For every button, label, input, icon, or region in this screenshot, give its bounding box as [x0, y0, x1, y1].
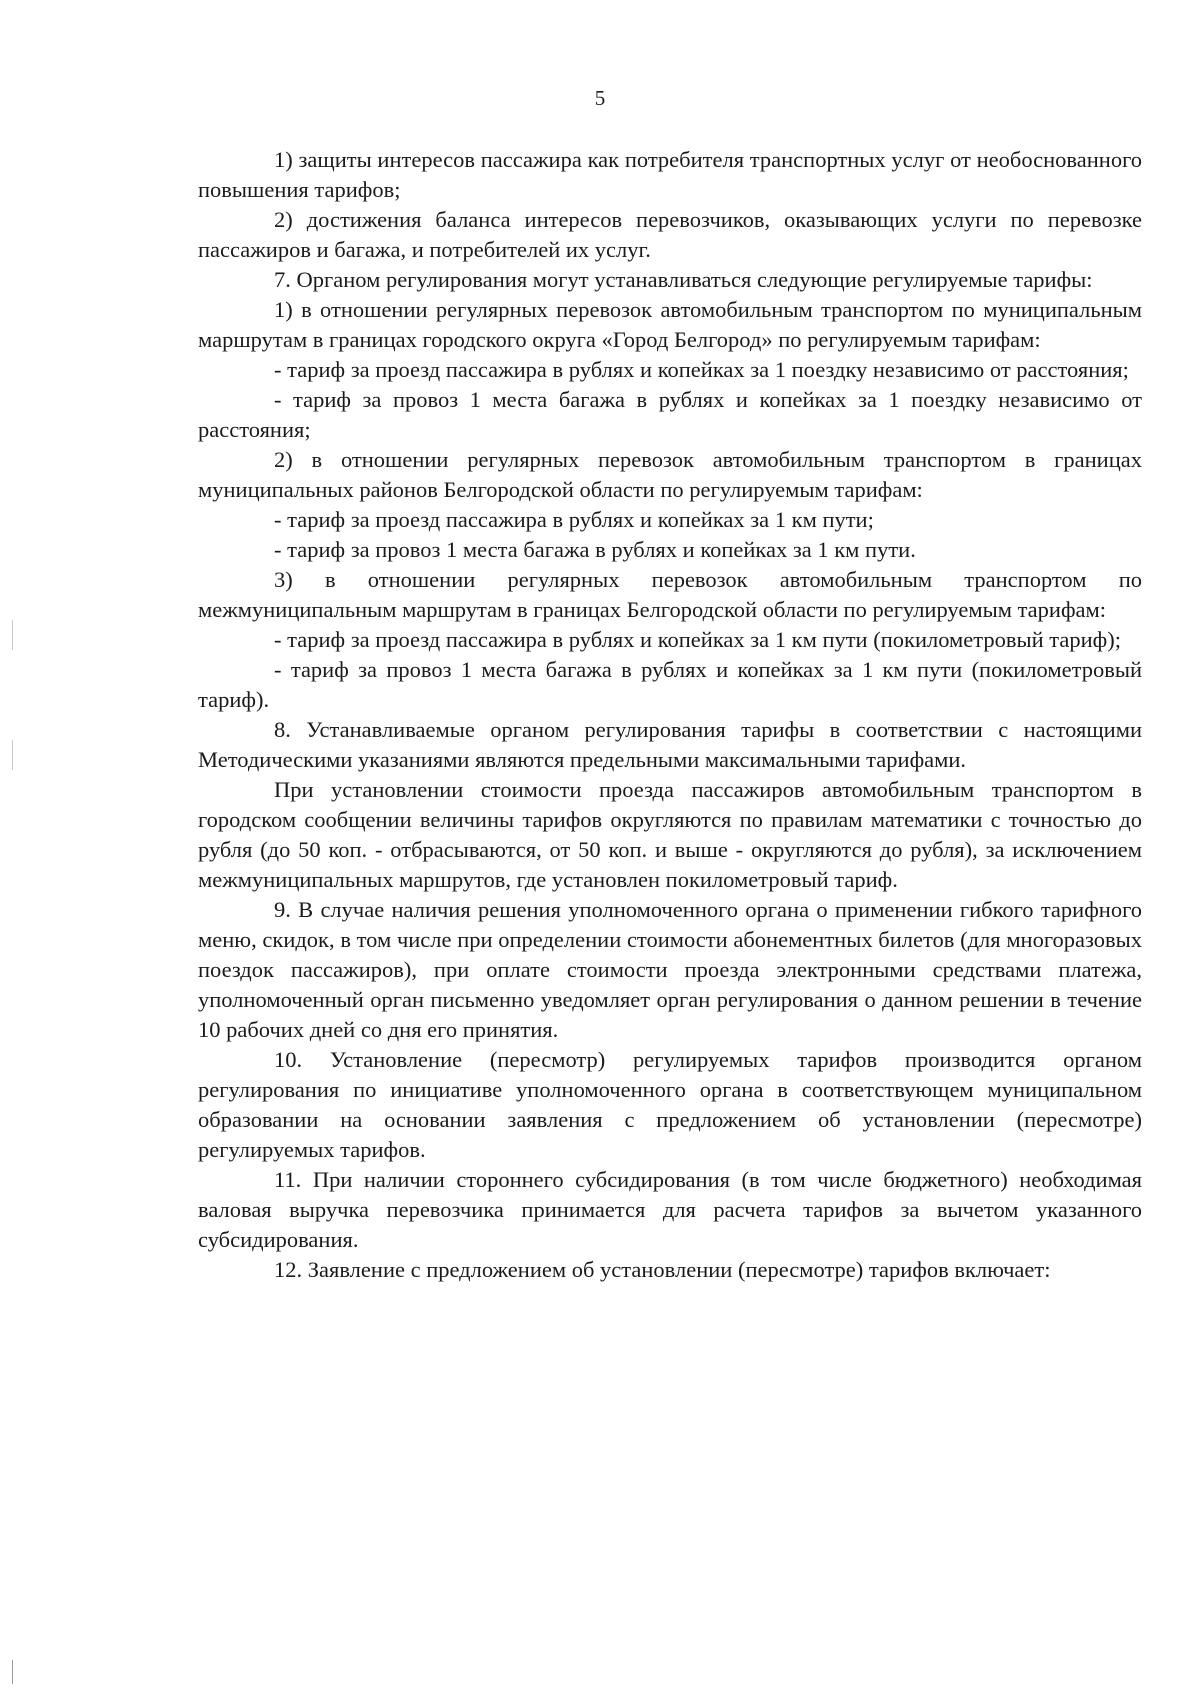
- paragraph-7-2-luggage-fare: - тариф за провоз 1 места багажа в рублях и копейках за 1 км пути.: [274, 537, 916, 562]
- paragraph-section-10: 10. Установление (пересмотр) регулируемых тарифов производится органом регулирования по инициативе уполномоченного органа в соответствующем муниципальном образовании на основании заявления с предложением об установлении (пересмотре) регулируемых тарифов.: [198, 1047, 1142, 1162]
- paragraph-7-2-passenger-fare: - тариф за проезд пассажира в рублях и копейках за 1 км пути;: [274, 507, 874, 532]
- document-body: [198, 145, 1142, 1285]
- paragraph-7-3-luggage-fare: - тариф за провоз 1 места багажа в рублях и копейках за 1 км пути (покилометровый тариф).: [198, 657, 1142, 712]
- paragraph-7-3-intermunicipal-routes: 3) в отношении регулярных перевозок автомобильным транспортом по межмуниципальным маршрутам в границах Белгородской области по регулируемым тарифам:: [198, 567, 1142, 622]
- paragraph-8-rounding: При установлении стоимости проезда пассажиров автомобильным транспортом в городском сообщении величины тарифов округляются по правилам математики с точностью до рубля (до 50 коп. - отбрасываются, от 50 коп. и выше - округляются до рубля), за исключением межмуниципальных маршрутов, где установлен покилометровый тариф.: [198, 777, 1142, 892]
- paragraph-7-1-passenger-fare: - тариф за проезд пассажира в рублях и копейках за 1 поездку независимо от расстояния;: [274, 357, 1129, 382]
- paragraph-7-3-passenger-fare: - тариф за проезд пассажира в рублях и копейках за 1 км пути (покилометровый тариф);: [274, 627, 1121, 652]
- paragraph-section-12: 12. Заявление с предложением об установлении (пересмотре) тарифов включает:: [274, 1257, 1051, 1282]
- paragraph-section-9: 9. В случае наличия решения уполномоченного органа о применении гибкого тарифного меню, скидок, в том числе при определении стоимости абонементных билетов (для многоразовых поездок пассажиров), при оплате стоимости проезда электронными средствами платежа, уполномоченный орган письменно уведомляет орган регулирования о данном решении в течение 10 рабочих дней со дня его принятия.: [198, 897, 1142, 1042]
- paragraph-7-2-district-routes: 2) в отношении регулярных перевозок автомобильным транспортом в границах муниципальных районов Белгородской области по регулируемым тарифам:: [198, 447, 1142, 502]
- scan-artifact-mark: [12, 1660, 13, 1684]
- paragraph-7-1-city-routes: 1) в отношении регулярных перевозок автомобильным транспортом по муниципальным маршрутам в границах городского округа «Город Белгород» по регулируемым тарифам:: [198, 297, 1142, 352]
- paragraph-section-8: 8. Устанавливаемые органом регулирования тарифы в соответствии с настоящими Методическими указаниями являются предельными максимальными тарифами.: [198, 717, 1142, 772]
- page-number: 5: [594, 86, 606, 110]
- paragraph-item-1-consumer-protection: 1) защиты интересов пассажира как потребителя транспортных услуг от необоснованного повышения тарифов;: [198, 147, 1142, 202]
- paragraph-item-2-balance: 2) достижения баланса интересов перевозчиков, оказывающих услуги по перевозке пассажиров и багажа, и потребителей их услуг.: [198, 207, 1142, 262]
- paragraph-7-1-luggage-fare: - тариф за провоз 1 места багажа в рублях и копейках за 1 поездку независимо от расстояния;: [198, 387, 1142, 442]
- scan-artifact-mark: [12, 620, 13, 650]
- paragraph-section-7: 7. Органом регулирования могут устанавливаться следующие регулируемые тарифы:: [274, 267, 1093, 292]
- paragraph-section-11: 11. При наличии стороннего субсидирования (в том числе бюджетного) необходимая валовая выручка перевозчика принимается для расчета тарифов за вычетом указанного субсидирования.: [198, 1167, 1142, 1252]
- scan-artifact-mark: [12, 740, 13, 770]
